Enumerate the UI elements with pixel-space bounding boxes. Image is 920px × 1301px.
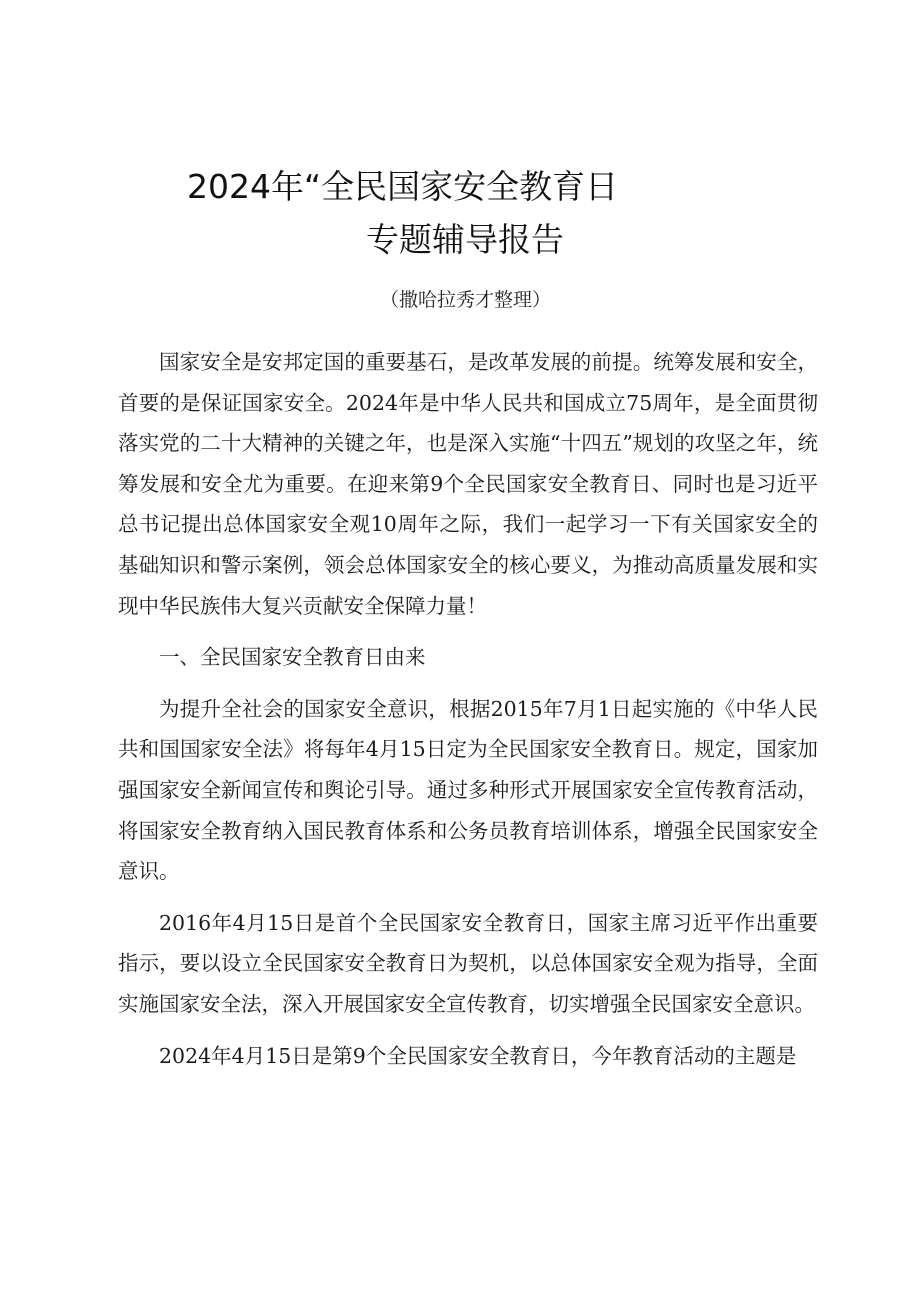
body-paragraph: 2016年4月15日是首个全民国家安全教育日，国家主席习近平作出重要指示，要以设立全民国家安全教育日为契机，以总体国家安全观为指导，全面实施国家安全法，深入开展国家安全宣传教育，切实增强全民国家安全意识。: [118, 910, 818, 1016]
document-title-line-2: 专题辅导报告: [366, 220, 564, 259]
author-note: （撒哈拉秀才整理）: [380, 289, 552, 311]
section-heading: 一、全民国家安全教育日由来: [159, 645, 426, 670]
body-paragraph: 为提升全社会的国家安全意识，根据2015年7月1日起实施的《中华人民共和国国家安全法》将每年4月15日定为全民国家安全教育日。规定，国家加强国家安全新闻宣传和舆论引导。通过多种形式开展国家安全宣传教育活动，将国家安全教育纳入国民教育体系和公务员教育培训体系，增强全民国家安全意识。: [118, 696, 818, 884]
intro-paragraph: 国家安全是安邦定国的重要基石，是改革发展的前提。统筹发展和安全，首要的是保证国家安全。2024年是中华人民共和国成立75周年，是全面贯彻落实党的二十大精神的关键之年，也是深入实施“十四五”规划的攻坚之年，统筹发展和安全尤为重要。在迎来第9个全民国家安全教育日、同时也是习近平总书记提出总体国家安全观10周年之际，我们一起学习一下有关国家安全的基础知识和警示案例，领会总体国家安全的核心要义，为推动高质量发展和实现中华民族伟大复兴贡献安全保障力量！: [118, 350, 818, 618]
document-title-line-1: 2024年“全民国家安全教育日: [187, 167, 619, 206]
document-body: [118, 342, 818, 1076]
body-paragraph: 2024年4月15日是第9个全民国家安全教育日，今年教育活动的主题是: [159, 1043, 797, 1068]
